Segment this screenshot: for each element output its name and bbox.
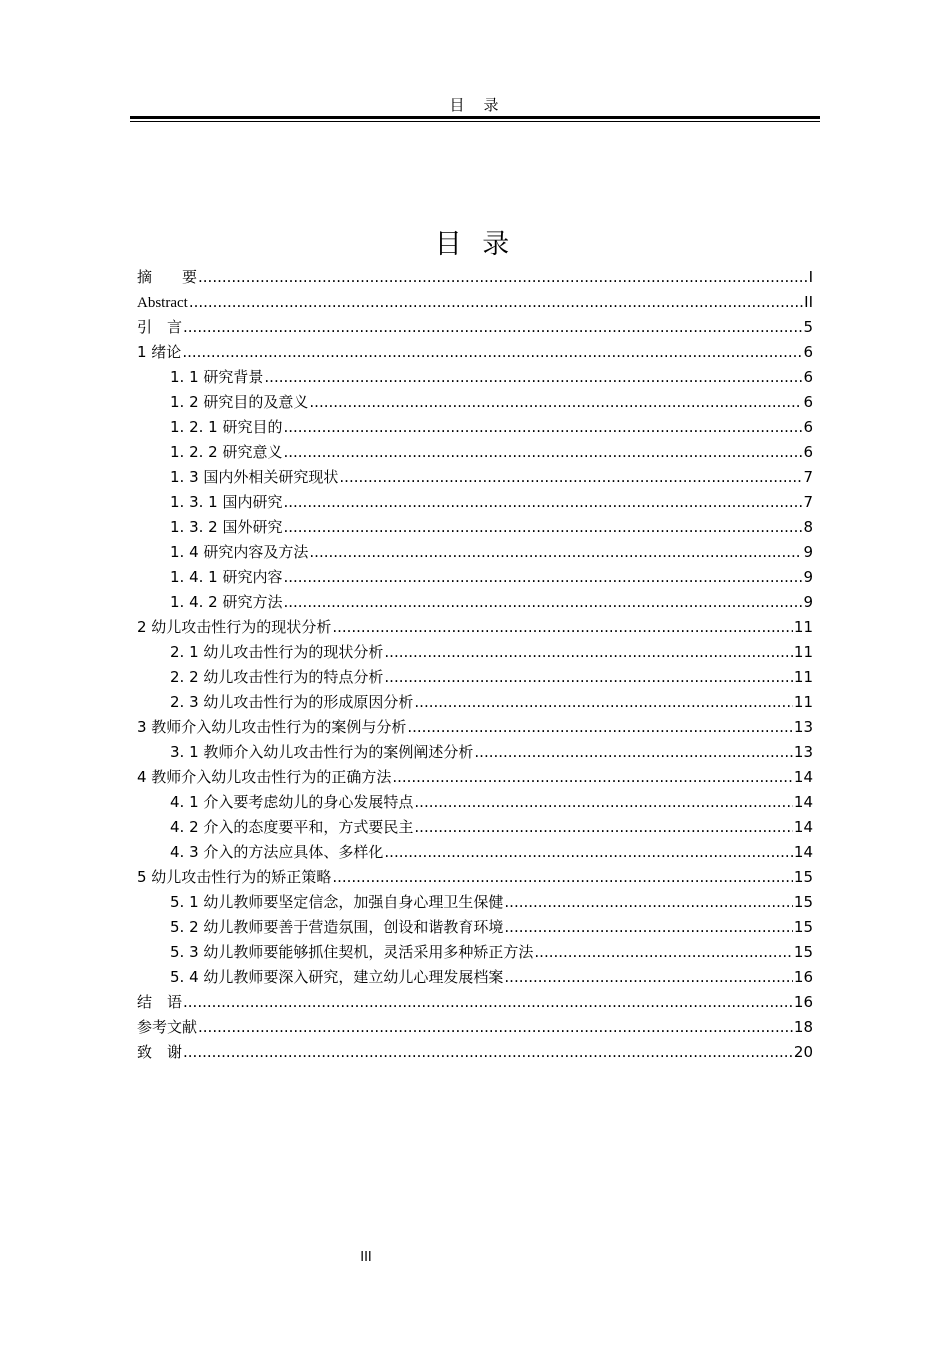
- toc-leader-dots: [384, 840, 793, 865]
- toc-entry[interactable]: [137, 940, 813, 965]
- toc-entry-page: 6: [803, 418, 813, 436]
- toc-entry[interactable]: [137, 415, 813, 440]
- toc-entry-page: 18: [793, 1018, 813, 1036]
- table-of-contents: [137, 265, 813, 1065]
- toc-entry-label: Abstract: [137, 295, 188, 311]
- toc-entry[interactable]: [137, 390, 813, 415]
- toc-entry-label: 2. 2 幼儿攻击性行为的特点分析: [170, 668, 384, 686]
- toc-entry[interactable]: [137, 440, 813, 465]
- toc-entry-page: 6: [803, 443, 813, 461]
- toc-leader-dots: [264, 365, 802, 390]
- toc-entry-label: 1 绪论: [137, 343, 182, 361]
- toc-entry-label: 1. 1 研究背景: [170, 368, 264, 386]
- toc-entry-page: 11: [793, 618, 813, 636]
- toc-leader-dots: [474, 740, 793, 765]
- toc-entry-page: II: [804, 293, 813, 311]
- toc-entry[interactable]: [137, 765, 813, 790]
- toc-entry[interactable]: [137, 1040, 813, 1065]
- toc-entry-label: 摘 要: [137, 268, 198, 286]
- toc-entry-page: 13: [793, 718, 813, 736]
- toc-leader-dots: [407, 715, 793, 740]
- toc-leader-dots: [332, 615, 793, 640]
- toc-entry-label: 5. 2 幼儿教师要善于营造氛围，创设和谐教育环境: [170, 918, 504, 936]
- toc-entry-label: 1. 4 研究内容及方法: [170, 543, 309, 561]
- toc-leader-dots: [414, 690, 793, 715]
- toc-entry[interactable]: [137, 965, 813, 990]
- toc-entry[interactable]: [137, 515, 813, 540]
- running-header: 目 录: [449, 96, 501, 114]
- toc-entry-page: 14: [793, 843, 813, 861]
- toc-entry[interactable]: [137, 840, 813, 865]
- toc-entry-label: 1. 2. 1 研究目的: [170, 418, 283, 436]
- toc-entry-label: 1. 4. 2 研究方法: [170, 593, 283, 611]
- toc-leader-dots: [384, 640, 793, 665]
- toc-entry-label: 2. 1 幼儿攻击性行为的现状分析: [170, 643, 384, 661]
- toc-entry[interactable]: [137, 690, 813, 715]
- toc-entry-page: 6: [803, 393, 813, 411]
- toc-leader-dots: [504, 890, 793, 915]
- toc-entry-page: 11: [793, 668, 813, 686]
- toc-leader-dots: [183, 1040, 793, 1065]
- toc-entry-page: 15: [793, 868, 813, 886]
- toc-entry[interactable]: [137, 265, 813, 290]
- toc-entry-label: 4. 3 介入的方法应具体、多样化: [170, 843, 384, 861]
- toc-leader-dots: [283, 415, 802, 440]
- toc-entry-page: 20: [793, 1043, 813, 1061]
- toc-entry-page: 11: [793, 643, 813, 661]
- toc-entry-page: 13: [793, 743, 813, 761]
- toc-leader-dots: [392, 765, 793, 790]
- toc-entry[interactable]: [137, 340, 813, 365]
- toc-entry-page: 15: [793, 943, 813, 961]
- toc-entry-label: 5 幼儿攻击性行为的矫正策略: [137, 868, 332, 886]
- toc-entry-label: 4. 2 介入的态度要平和，方式要民主: [170, 818, 414, 836]
- toc-entry-label: 5. 3 幼儿教师要能够抓住契机，灵活采用多种矫正方法: [170, 943, 534, 961]
- toc-entry-label: 致 谢: [137, 1043, 183, 1061]
- toc-entry[interactable]: [137, 640, 813, 665]
- toc-entry-page: 14: [793, 818, 813, 836]
- header-rule-thick: [130, 116, 820, 119]
- toc-leader-dots: [198, 265, 808, 290]
- toc-entry[interactable]: [137, 890, 813, 915]
- toc-entry-page: 9: [803, 543, 813, 561]
- toc-entry-label: 结 语: [137, 993, 183, 1011]
- toc-entry[interactable]: [137, 540, 813, 565]
- toc-entry-label: 3. 1 教师介入幼儿攻击性行为的案例阐述分析: [170, 743, 474, 761]
- toc-entry-page: 16: [793, 968, 813, 986]
- toc-entry-page: 16: [793, 993, 813, 1011]
- toc-leader-dots: [283, 515, 802, 540]
- toc-entry-page: 14: [793, 793, 813, 811]
- toc-entry[interactable]: [137, 490, 813, 515]
- toc-entry-page: 15: [793, 893, 813, 911]
- header-rule-thin: [130, 121, 820, 122]
- toc-entry[interactable]: [137, 990, 813, 1015]
- toc-entry-label: 2. 3 幼儿攻击性行为的形成原因分析: [170, 693, 414, 711]
- toc-leader-dots: [504, 915, 793, 940]
- toc-entry-label: 1. 2 研究目的及意义: [170, 393, 309, 411]
- toc-entry-page: 6: [803, 368, 813, 386]
- toc-entry-page: 5: [803, 318, 813, 336]
- toc-entry-label: 参考文献: [137, 1018, 198, 1036]
- toc-entry-label: 1. 3. 2 国外研究: [170, 518, 283, 536]
- toc-entry-page: 14: [793, 768, 813, 786]
- toc-leader-dots: [198, 1015, 793, 1040]
- toc-entry[interactable]: [137, 815, 813, 840]
- toc-leader-dots: [283, 440, 802, 465]
- toc-leader-dots: [504, 965, 793, 990]
- toc-entry-page: 7: [803, 468, 813, 486]
- toc-leader-dots: [309, 390, 802, 415]
- toc-entry-label: 1. 3 国内外相关研究现状: [170, 468, 339, 486]
- toc-entry[interactable]: [137, 590, 813, 615]
- toc-entry-page: 7: [803, 493, 813, 511]
- toc-entry-label: 5. 4 幼儿教师要深入研究，建立幼儿心理发展档案: [170, 968, 504, 986]
- toc-leader-dots: [414, 790, 793, 815]
- toc-entry-page: I: [808, 268, 813, 286]
- toc-entry[interactable]: [137, 790, 813, 815]
- toc-entry-label: 1. 2. 2 研究意义: [170, 443, 283, 461]
- toc-entry[interactable]: [137, 740, 813, 765]
- toc-leader-dots: [534, 940, 793, 965]
- toc-leader-dots: [384, 665, 793, 690]
- toc-title: 目 录: [434, 229, 516, 260]
- toc-leader-dots: [283, 490, 802, 515]
- toc-leader-dots: [283, 590, 802, 615]
- toc-entry-page: 8: [803, 518, 813, 536]
- toc-leader-dots: [183, 990, 793, 1015]
- toc-entry[interactable]: [137, 665, 813, 690]
- toc-leader-dots: [332, 865, 793, 890]
- toc-entry-label: 引 言: [137, 318, 183, 336]
- toc-entry-label: 5. 1 幼儿教师要坚定信念，加强自身心理卫生保健: [170, 893, 504, 911]
- toc-entry[interactable]: [137, 715, 813, 740]
- toc-leader-dots: [309, 540, 802, 565]
- toc-entry[interactable]: [137, 465, 813, 490]
- toc-entry-label: 3 教师介入幼儿攻击性行为的案例与分析: [137, 718, 407, 736]
- toc-entry-page: 15: [793, 918, 813, 936]
- toc-entry-label: 2 幼儿攻击性行为的现状分析: [137, 618, 332, 636]
- toc-leader-dots: [414, 815, 793, 840]
- toc-entry[interactable]: [137, 315, 813, 340]
- toc-entry[interactable]: [137, 1015, 813, 1040]
- toc-leader-dots: [339, 465, 802, 490]
- toc-entry[interactable]: [137, 565, 813, 590]
- toc-entry-label: 4 教师介入幼儿攻击性行为的正确方法: [137, 768, 392, 786]
- toc-entry-page: 6: [803, 343, 813, 361]
- toc-leader-dots: [183, 315, 802, 340]
- toc-leader-dots: [189, 290, 803, 315]
- toc-entry[interactable]: [137, 915, 813, 940]
- toc-entry-page: 11: [793, 693, 813, 711]
- toc-entry-label: 4. 1 介入要考虑幼儿的身心发展特点: [170, 793, 414, 811]
- toc-entry-page: 9: [803, 568, 813, 586]
- toc-leader-dots: [182, 340, 802, 365]
- toc-entry[interactable]: [137, 865, 813, 890]
- toc-leader-dots: [283, 565, 802, 590]
- toc-entry-label: 1. 3. 1 国内研究: [170, 493, 283, 511]
- toc-entry-label: 1. 4. 1 研究内容: [170, 568, 283, 586]
- footer-page-number: III: [360, 1250, 372, 1265]
- toc-entry[interactable]: [137, 615, 813, 640]
- toc-entry[interactable]: [137, 290, 813, 315]
- toc-entry[interactable]: [137, 365, 813, 390]
- toc-entry-page: 9: [803, 593, 813, 611]
